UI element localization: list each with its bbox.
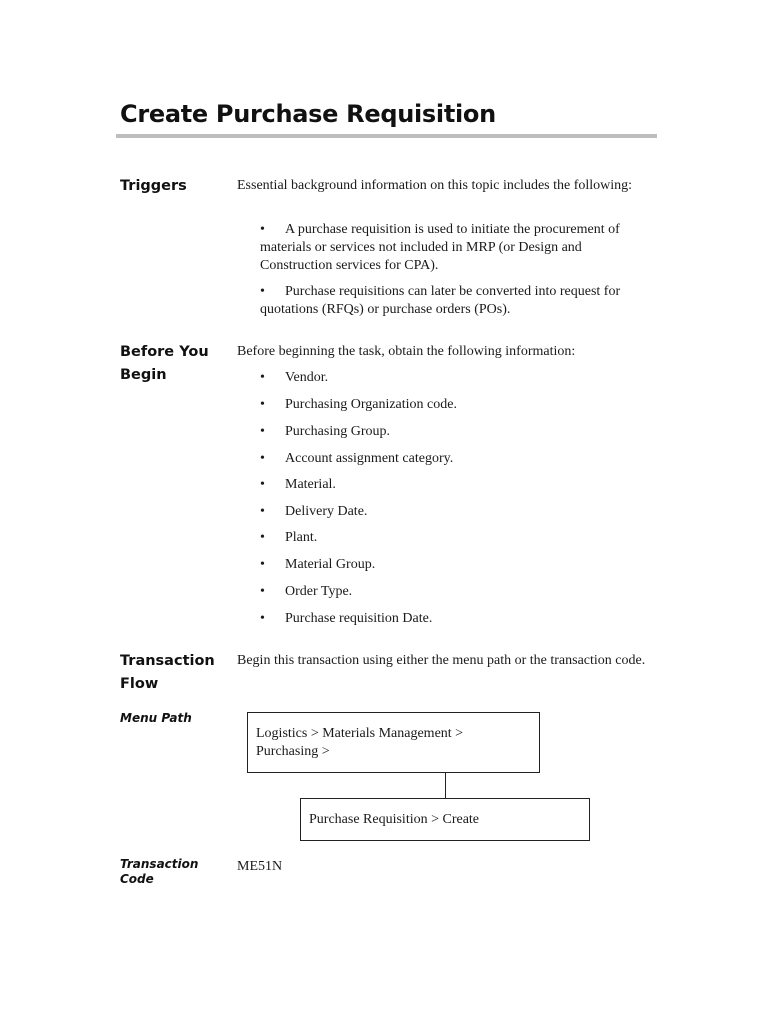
transaction-flow-label-line2: Flow — [120, 676, 159, 692]
triggers-bullet-2-text: Purchase requisitions can later be converted into request for quotations (RFQs) or purchase orders (POs). — [260, 284, 621, 317]
list-item-text: Plant. — [285, 530, 318, 545]
bullet-icon: • — [260, 284, 265, 299]
bullet-icon: • — [260, 530, 265, 545]
triggers-label: Triggers — [120, 178, 187, 194]
menu-path-action-box — [300, 798, 590, 841]
list-item — [260, 529, 317, 547]
before-you-begin-label-line1: Before You — [120, 344, 209, 360]
triggers-bullet-2 — [260, 283, 655, 319]
list-item-text: Purchase requisition Date. — [285, 611, 433, 626]
before-you-begin-intro: Before beginning the task, obtain the following information: — [237, 344, 576, 359]
list-item-text: Order Type. — [285, 584, 353, 599]
bullet-icon: • — [260, 397, 265, 412]
list-item — [260, 369, 328, 387]
list-item — [260, 583, 352, 601]
bullet-icon: • — [260, 557, 265, 572]
transaction-flow-label — [120, 650, 215, 696]
menu-path-line1: Logistics > Materials Management > — [256, 726, 464, 741]
title-divider — [116, 134, 657, 138]
bullet-icon: • — [260, 222, 265, 237]
bullet-icon: • — [260, 611, 265, 626]
list-item — [260, 450, 453, 468]
before-you-begin-label-line2: Begin — [120, 367, 167, 383]
transaction-flow-intro: Begin this transaction using either the menu path or the transaction code. — [237, 653, 646, 668]
bullet-icon: • — [260, 477, 265, 492]
list-item — [260, 610, 432, 628]
transaction-code-label-line2: Code — [120, 872, 154, 886]
transaction-code-label-line1: Transaction — [120, 857, 199, 871]
triggers-bullet-1 — [260, 221, 655, 275]
menu-path-box — [247, 712, 540, 773]
list-item-text: Delivery Date. — [285, 504, 368, 519]
triggers-intro: Essential background information on this topic includes the following: — [237, 178, 633, 193]
bullet-icon: • — [260, 451, 265, 466]
page-title: Create Purchase Requisition — [120, 100, 496, 128]
list-item-text: Purchasing Group. — [285, 424, 390, 439]
flow-connector — [445, 773, 446, 799]
menu-path-action: Purchase Requisition > Create — [309, 812, 480, 827]
triggers-bullet-1-text: A purchase requisition is used to initiate the procurement of materials or services not included in MRP (or Design and Construction services for CPA). — [260, 222, 620, 273]
bullet-icon: • — [260, 584, 265, 599]
list-item — [260, 556, 375, 574]
list-item-text: Vendor. — [285, 370, 329, 385]
list-item — [260, 503, 367, 521]
bullet-icon: • — [260, 370, 265, 385]
transaction-flow-label-line1: Transaction — [120, 653, 215, 669]
list-item-text: Material Group. — [285, 557, 376, 572]
transaction-code-label — [120, 857, 198, 887]
list-item — [260, 396, 457, 414]
bullet-icon: • — [260, 504, 265, 519]
list-item — [260, 476, 336, 494]
bullet-icon: • — [260, 424, 265, 439]
transaction-code-value: ME51N — [237, 859, 283, 874]
menu-path-line2: Purchasing > — [256, 744, 330, 759]
before-you-begin-label — [120, 341, 209, 387]
menu-path-label: Menu Path — [120, 711, 192, 725]
list-item — [260, 423, 390, 441]
list-item-text: Purchasing Organization code. — [285, 397, 457, 412]
list-item-text: Account assignment category. — [285, 451, 454, 466]
list-item-text: Material. — [285, 477, 336, 492]
